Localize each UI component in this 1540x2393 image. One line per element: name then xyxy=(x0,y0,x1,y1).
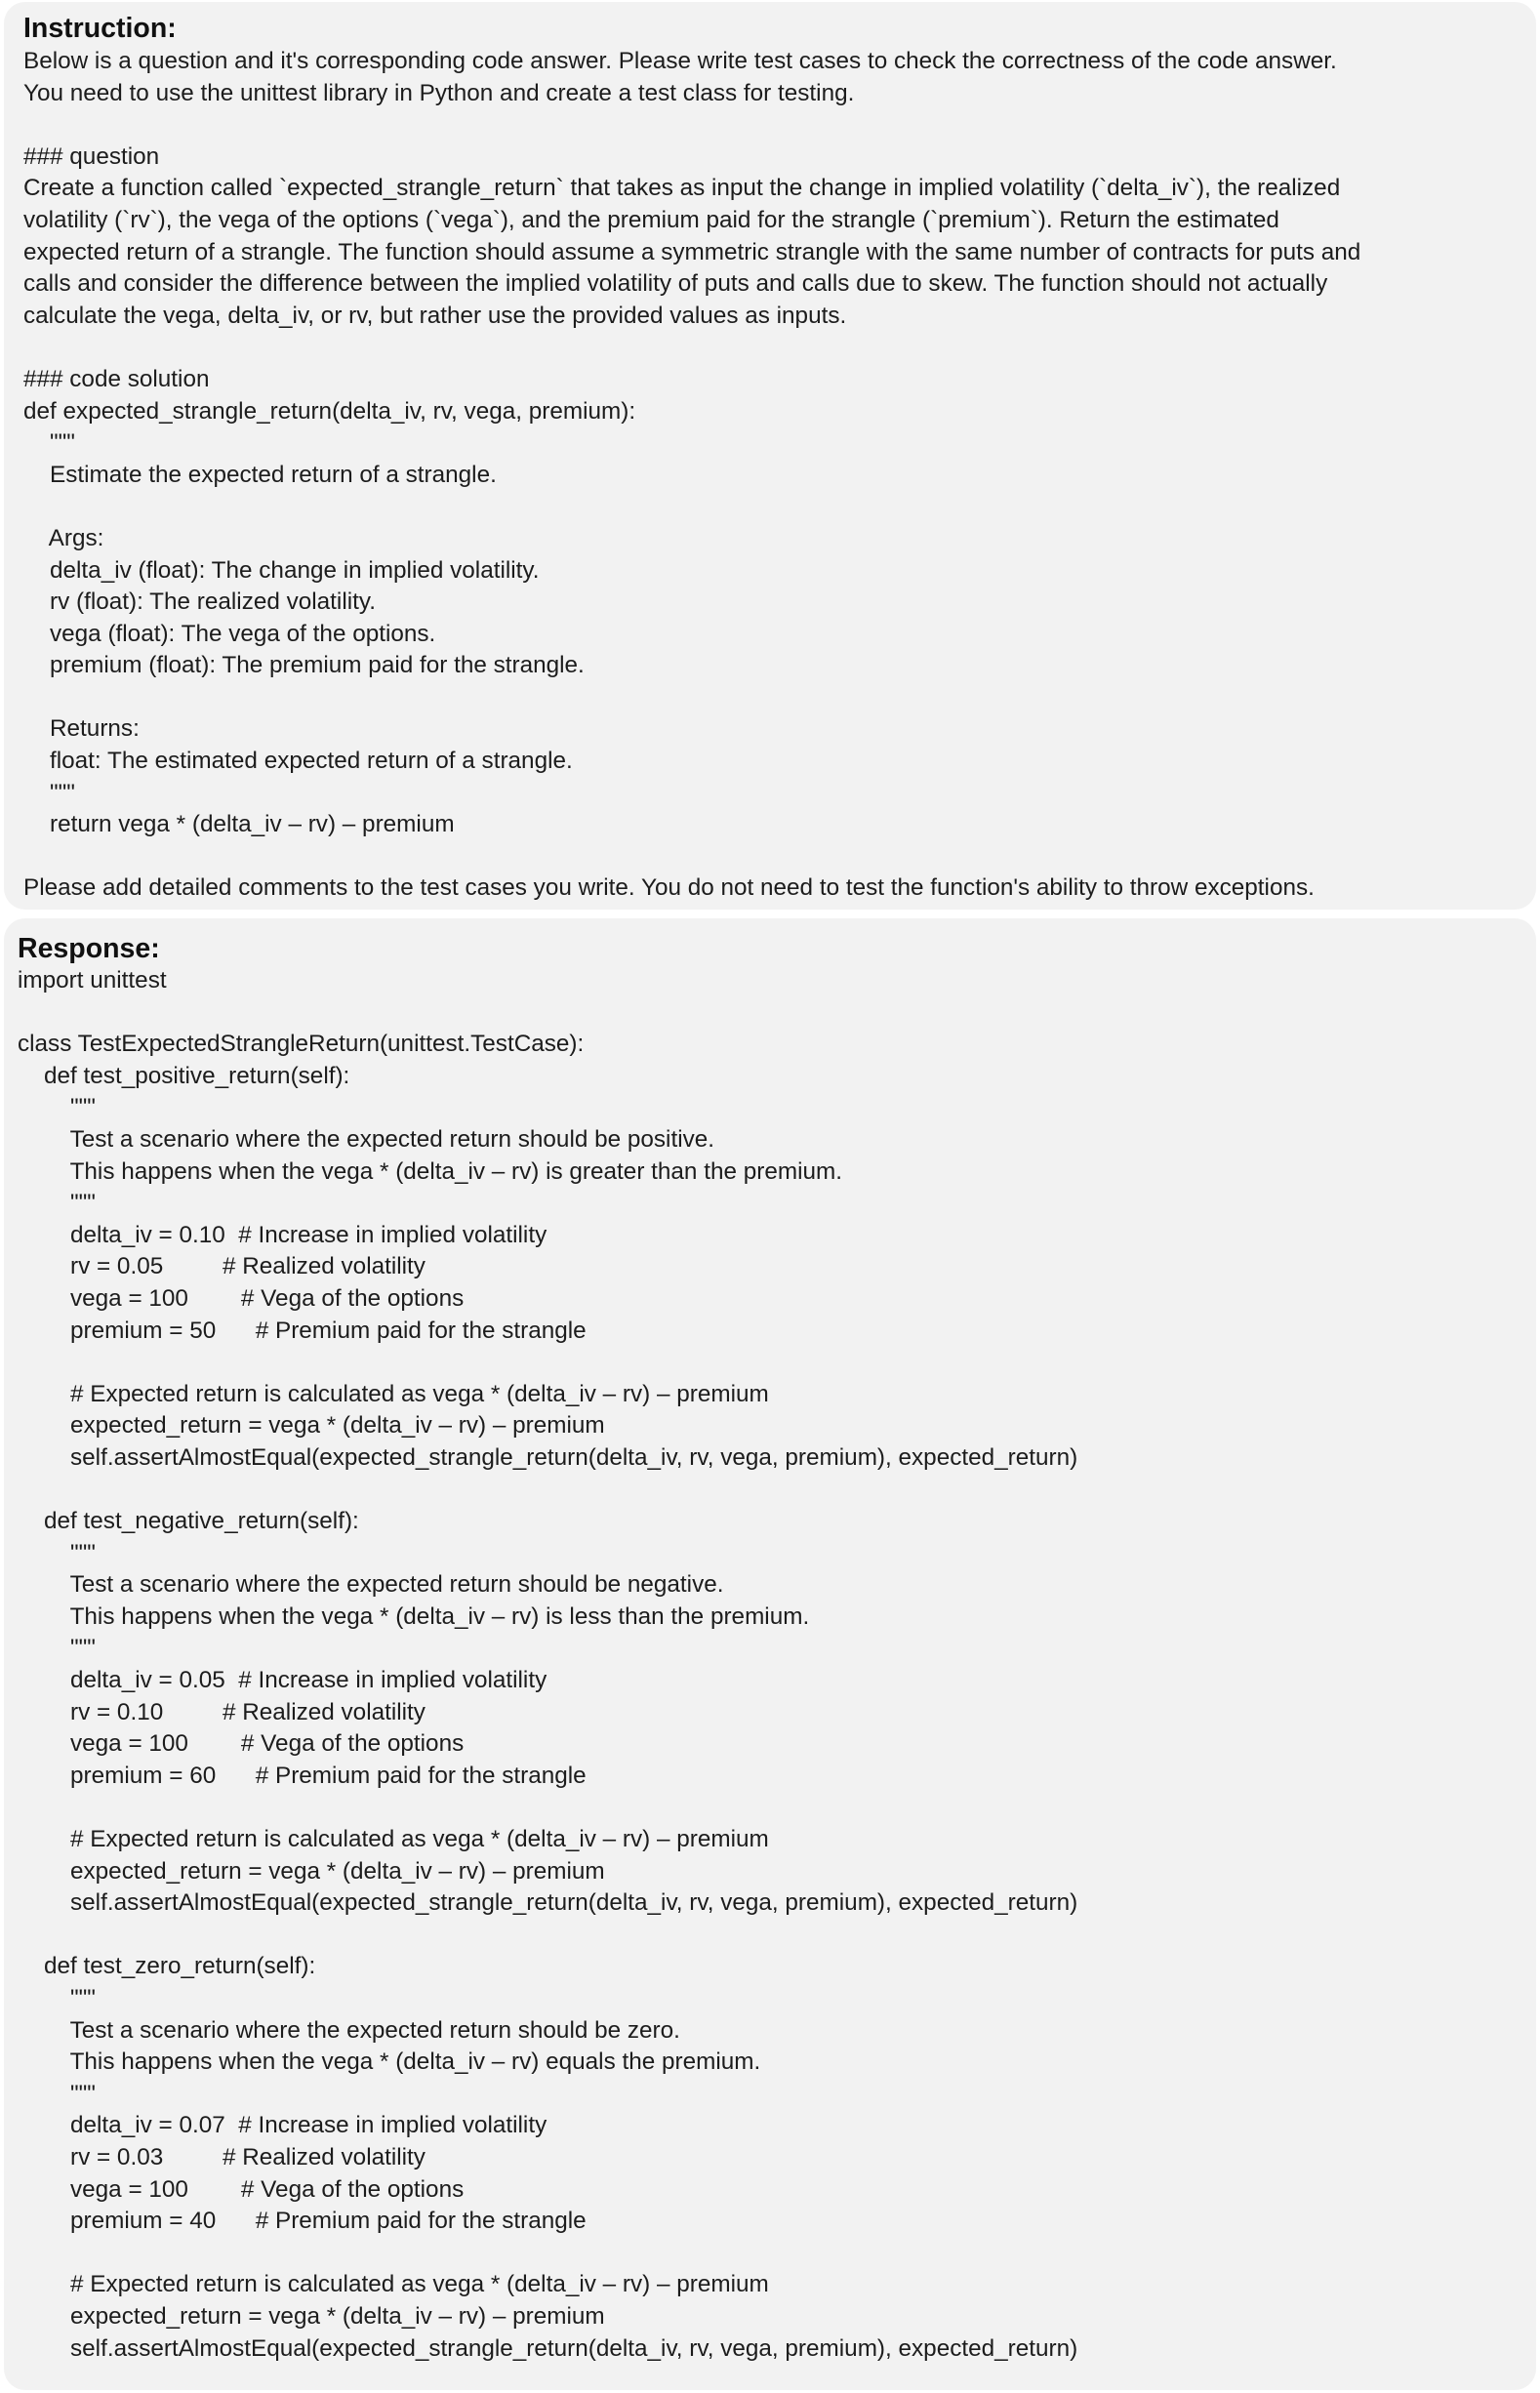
instruction-body xyxy=(23,46,1517,905)
text-line: premium = 60 # Premium paid for the strangle xyxy=(18,1762,587,1789)
text-line: self.assertAlmostEqual(expected_strangle_return(delta_iv, rv, vega, premium), expected_return) xyxy=(18,2334,1078,2362)
text-line: delta_iv = 0.10 # Increase in implied volatility xyxy=(18,1221,547,1248)
text-line: float: The estimated expected return of a strangle. xyxy=(23,748,573,775)
text-line: # Expected return is calculated as vega * (delta_iv – rv) – premium xyxy=(18,1380,769,1407)
text-line: Test a scenario where the expected return should be positive. xyxy=(18,1125,715,1153)
text-line: premium (float): The premium paid for the strangle. xyxy=(23,652,585,679)
text-line: import unittest xyxy=(18,967,167,994)
text-line: """ xyxy=(18,1190,96,1217)
text-line: Estimate the expected return of a strangle. xyxy=(23,461,497,488)
text-line: Returns: xyxy=(23,715,140,743)
text-line: class TestExpectedStrangleReturn(unittest.TestCase): xyxy=(18,1031,585,1058)
text-line xyxy=(23,682,1517,714)
text-line: """ xyxy=(18,1539,96,1566)
text-line: self.assertAlmostEqual(expected_strangle_return(delta_iv, rv, vega, premium), expected_return) xyxy=(18,1443,1078,1471)
text-line: vega (float): The vega of the options. xyxy=(23,620,436,647)
text-line: """ xyxy=(18,1635,96,1662)
text-line: """ xyxy=(18,2080,96,2107)
text-line: rv (float): The realized volatility. xyxy=(23,588,376,616)
response-code-block xyxy=(18,965,1522,2365)
text-line: calculate the vega, delta_iv, or rv, but rather use the provided values as inputs. xyxy=(23,302,847,329)
text-line: def expected_strangle_return(delta_iv, rv, vega, premium): xyxy=(23,397,636,425)
text-line: Test a scenario where the expected return should be zero. xyxy=(18,2016,680,2044)
text-line: premium = 40 # Premium paid for the strangle xyxy=(18,2208,587,2235)
text-line: Please add detailed comments to the test cases you write. You do not need to test the function's ability to throw exceptions. xyxy=(23,874,1315,902)
instruction-panel xyxy=(4,2,1536,910)
text-line xyxy=(18,997,1522,1030)
text-line: rv = 0.03 # Realized volatility xyxy=(18,2143,426,2170)
text-line xyxy=(18,1920,1522,1952)
text-line: expected_return = vega * (delta_iv – rv) – premium xyxy=(18,2302,605,2330)
text-line: premium = 50 # Premium paid for the strangle xyxy=(18,1317,587,1344)
text-line xyxy=(23,491,1517,523)
text-line: """ xyxy=(23,779,75,806)
text-line xyxy=(23,109,1517,142)
text-line: rv = 0.10 # Realized volatility xyxy=(18,1698,426,1725)
text-line: delta_iv = 0.05 # Increase in implied volatility xyxy=(18,1667,547,1694)
text-line: rv = 0.05 # Realized volatility xyxy=(18,1253,426,1280)
text-line xyxy=(23,332,1517,364)
text-line: expected_return = vega * (delta_iv – rv) – premium xyxy=(18,1857,605,1885)
text-line: return vega * (delta_iv – rv) – premium xyxy=(23,811,455,838)
text-line xyxy=(23,841,1517,873)
text-line: This happens when the vega * (delta_iv – rv) is less than the premium. xyxy=(18,1602,810,1630)
text-line: self.assertAlmostEqual(expected_strangle_return(delta_iv, rv, vega, premium), expected_return) xyxy=(18,1889,1078,1917)
text-line: Test a scenario where the expected return should be negative. xyxy=(18,1571,724,1599)
text-line: Below is a question and it's corresponding code answer. Please write test cases to check the correctness of the code answer. xyxy=(23,48,1337,74)
text-line: vega = 100 # Vega of the options xyxy=(18,1284,465,1312)
text-line: Args: xyxy=(23,524,104,551)
text-line: ### question xyxy=(23,142,160,170)
text-line xyxy=(18,1475,1522,1507)
text-line: This happens when the vega * (delta_iv – rv) equals the premium. xyxy=(18,2048,761,2076)
text-line: This happens when the vega * (delta_iv – rv) is greater than the premium. xyxy=(18,1157,842,1185)
text-line: Create a function called `expected_strangle_return` that takes as input the change in implied volatility (`delta_iv`), the realized xyxy=(23,175,1341,202)
text-line: """ xyxy=(18,1985,96,2011)
text-line xyxy=(18,1792,1522,1824)
text-line: # Expected return is calculated as vega * (delta_iv – rv) – premium xyxy=(18,1826,769,1853)
text-line: vega = 100 # Vega of the options xyxy=(18,1730,465,1758)
instruction-heading: Instruction: xyxy=(23,13,177,44)
text-line xyxy=(18,2238,1522,2270)
text-line: """ xyxy=(23,429,75,457)
response-heading: Response: xyxy=(18,933,160,964)
text-line: # Expected return is calculated as vega * (delta_iv – rv) – premium xyxy=(18,2271,769,2298)
text-line: You need to use the unittest library in Python and create a test class for testing. xyxy=(23,79,855,106)
text-line xyxy=(18,1347,1522,1379)
text-line: def test_negative_return(self): xyxy=(18,1508,359,1535)
text-line: volatility (`rv`), the vega of the options (`vega`), and the premium paid for the strangle (`premium`). Return the estimated xyxy=(23,206,1279,233)
text-line: def test_zero_return(self): xyxy=(18,1953,316,1980)
text-line: expected_return = vega * (delta_iv – rv) – premium xyxy=(18,1412,605,1440)
text-line: delta_iv = 0.07 # Increase in implied volatility xyxy=(18,2112,547,2139)
text-line: delta_iv (float): The change in implied volatility. xyxy=(23,556,540,584)
text-line: """ xyxy=(18,1094,96,1121)
text-line: vega = 100 # Vega of the options xyxy=(18,2175,465,2203)
text-line: def test_positive_return(self): xyxy=(18,1062,350,1089)
text-line: calls and consider the difference between the implied volatility of puts and calls due to skew. The function should not actually xyxy=(23,270,1328,298)
response-panel xyxy=(4,918,1536,2390)
text-line: ### code solution xyxy=(23,365,210,392)
text-line: expected return of a strangle. The function should assume a symmetric strangle with the same number of contracts for puts and xyxy=(23,238,1361,265)
